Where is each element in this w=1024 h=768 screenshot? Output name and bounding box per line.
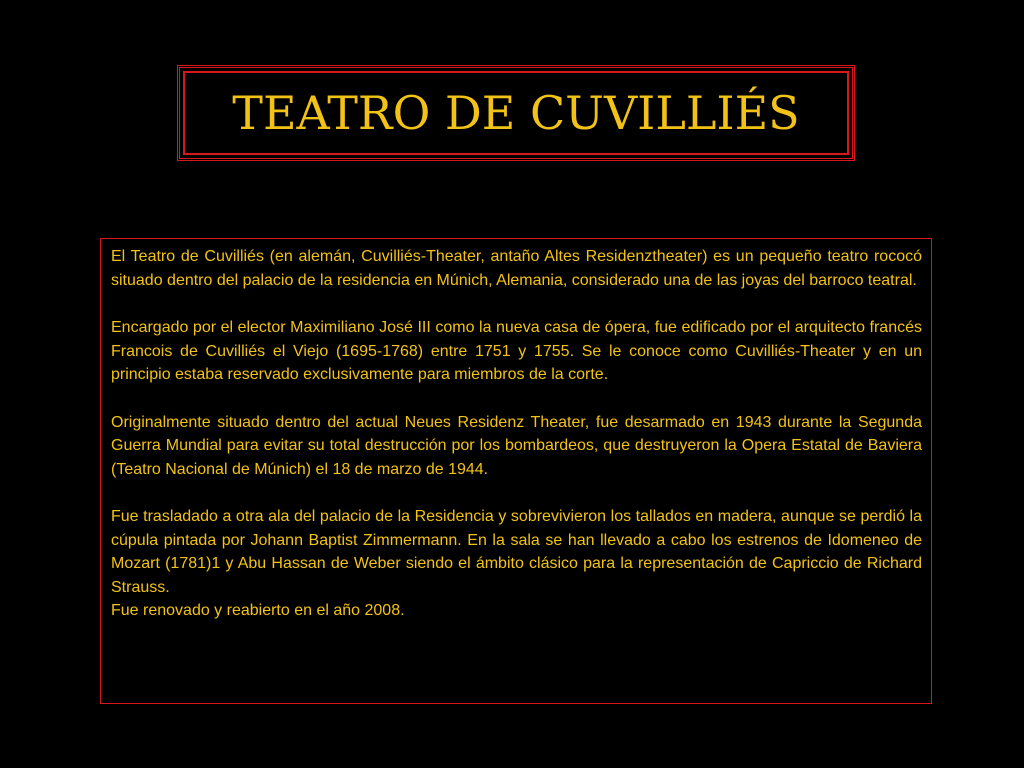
paragraph-4: Fue trasladado a otra ala del palacio de la Residencia y sobrevivieron los tallados en madera, aunque se perdió la cúpula pintada por Johann Baptist Zimmermann. En la sala se han llevado a cabo los estrenos de Idomeneo de Mozart (1781)1 y Abu Hassan de Weber siendo el ámbito clásico para la representación de Capriccio de Richard Strauss. — [111, 508, 922, 596]
text-box — [100, 238, 932, 704]
title-frame — [177, 65, 855, 161]
slide-title: TEATRO DE CUVILLIÉS — [232, 86, 800, 140]
paragraph-1: El Teatro de Cuvilliés (en alemán, Cuvilliés-Theater, antaño Altes Residenztheater) es un pequeño teatro rococó situado dentro del palacio de la residencia en Múnich, Alemania, considerado una de las joyas del barroco teatral. — [111, 248, 922, 289]
paragraph-2: Encargado por el elector Maximiliano José III como la nueva casa de ópera, fue edificado por el arquitecto francés Francois de Cuvilliés el Viejo (1695-1768) entre 1751 y 1755. Se le conoce como Cuvilliés-Theater y en un principio estaba reservado exclusivamente para miembros de la corte. — [111, 319, 922, 383]
paragraph-3: Originalmente situado dentro del actual Neues Residenz Theater, fue desarmado en 1943 durante la Segunda Guerra Mundial para evitar su total destrucción por los bombardeos, que destruyeron la Opera Estatal de Baviera (Teatro Nacional de Múnich) el 18 de marzo de 1944. — [111, 413, 922, 478]
title-inner-border — [183, 71, 849, 155]
closing-line: Fue renovado y reabierto en el año 2008. — [111, 602, 405, 619]
